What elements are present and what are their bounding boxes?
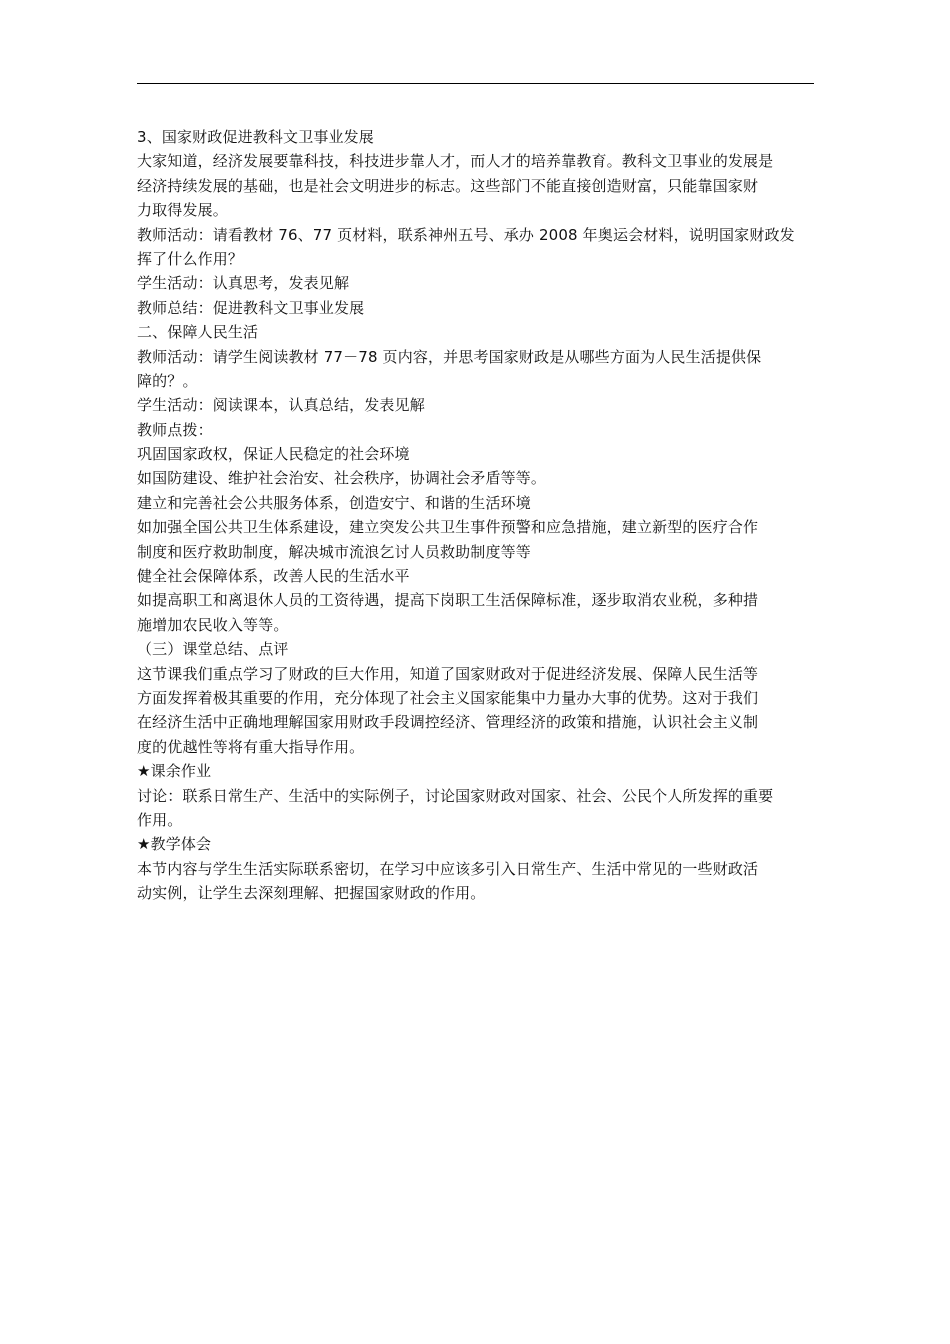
paragraph-line: 力取得发展。 xyxy=(137,201,228,220)
paragraph-line: 挥了什么作用？ xyxy=(137,249,244,268)
paragraph-line: 这节课我们重点学习了财政的巨大作用，知道了国家财政对于促进经济发展、保障人民生活等 xyxy=(137,664,759,683)
paragraph-line: 障的？。 xyxy=(137,371,198,390)
paragraph-line: 制度和医疗救助制度，解决城市流浪乞讨人员救助制度等等 xyxy=(137,542,531,561)
paragraph-line: 本节内容与学生生活实际联系密切，在学习中应该多引入日常生产、生活中常见的一些财政活 xyxy=(137,859,759,878)
student-activity-line: 学生活动：阅读课本，认真总结，发表见解 xyxy=(137,396,425,415)
homework-heading: ★课余作业 xyxy=(137,762,212,781)
paragraph-line: 经济持续发展的基础，也是社会文明进步的标志。这些部门不能直接创造财富，只能靠国家财 xyxy=(137,176,759,195)
paragraph-line: 施增加农民收入等等。 xyxy=(137,615,289,634)
document-body xyxy=(137,125,819,906)
section-heading-2: 二、保障人民生活 xyxy=(137,323,259,342)
teacher-activity-line: 教师活动：请看教材 76、77 页材料，联系神州五号、承办 2008 年奥运会材料，说明国家财政发 xyxy=(137,225,795,244)
paragraph-line: 方面发挥着极其重要的作用，充分体现了社会主义国家能集中力量办大事的优势。这对于我们 xyxy=(137,688,759,707)
point-heading: 健全社会保障体系，改善人民的生活水平 xyxy=(137,567,410,586)
teacher-summary-line: 教师总结：促进教科文卫事业发展 xyxy=(137,298,365,317)
teacher-activity-line: 教师活动：请学生阅读教材 77－78 页内容，并思考国家财政是从哪些方面为人民生活提供保 xyxy=(137,347,762,366)
header-rule xyxy=(137,83,814,84)
paragraph-line: 度的优越性等将有重大指导作用。 xyxy=(137,737,365,756)
paragraph-line: 讨论：联系日常生产、生活中的实际例子，讨论国家财政对国家、社会、公民个人所发挥的重要 xyxy=(137,786,774,805)
section-heading-summary: （三）课堂总结、点评 xyxy=(137,640,289,659)
section-heading-3: 3、国家财政促进教科文卫事业发展 xyxy=(137,128,374,146)
point-heading: 建立和完善社会公共服务体系，创造安宁、和谐的生活环境 xyxy=(137,493,531,512)
paragraph-line: 作用。 xyxy=(137,810,183,829)
paragraph-line: 如提高职工和离退休人员的工资待遇，提高下岗职工生活保障标准，逐步取消农业税，多种措 xyxy=(137,591,759,610)
point-heading: 巩固国家政权，保证人民稳定的社会环境 xyxy=(137,445,410,464)
paragraph-line: 大家知道，经济发展要靠科技，科技进步靠人才，而人才的培养靠教育。教科文卫事业的发展是 xyxy=(137,152,774,171)
reflection-heading: ★教学体会 xyxy=(137,835,212,854)
paragraph-line: 如加强全国公共卫生体系建设，建立突发公共卫生事件预警和应急措施，建立新型的医疗合作 xyxy=(137,518,759,537)
paragraph-line: 动实例，让学生去深刻理解、把握国家财政的作用。 xyxy=(137,884,486,903)
paragraph-line: 如国防建设、维护社会治安、社会秩序，协调社会矛盾等等。 xyxy=(137,469,547,488)
teacher-guidance-line: 教师点拨： xyxy=(137,420,213,439)
paragraph-line: 在经济生活中正确地理解国家用财政手段调控经济、管理经济的政策和措施，认识社会主义制 xyxy=(137,713,759,732)
student-activity-line: 学生活动：认真思考，发表见解 xyxy=(137,274,350,293)
